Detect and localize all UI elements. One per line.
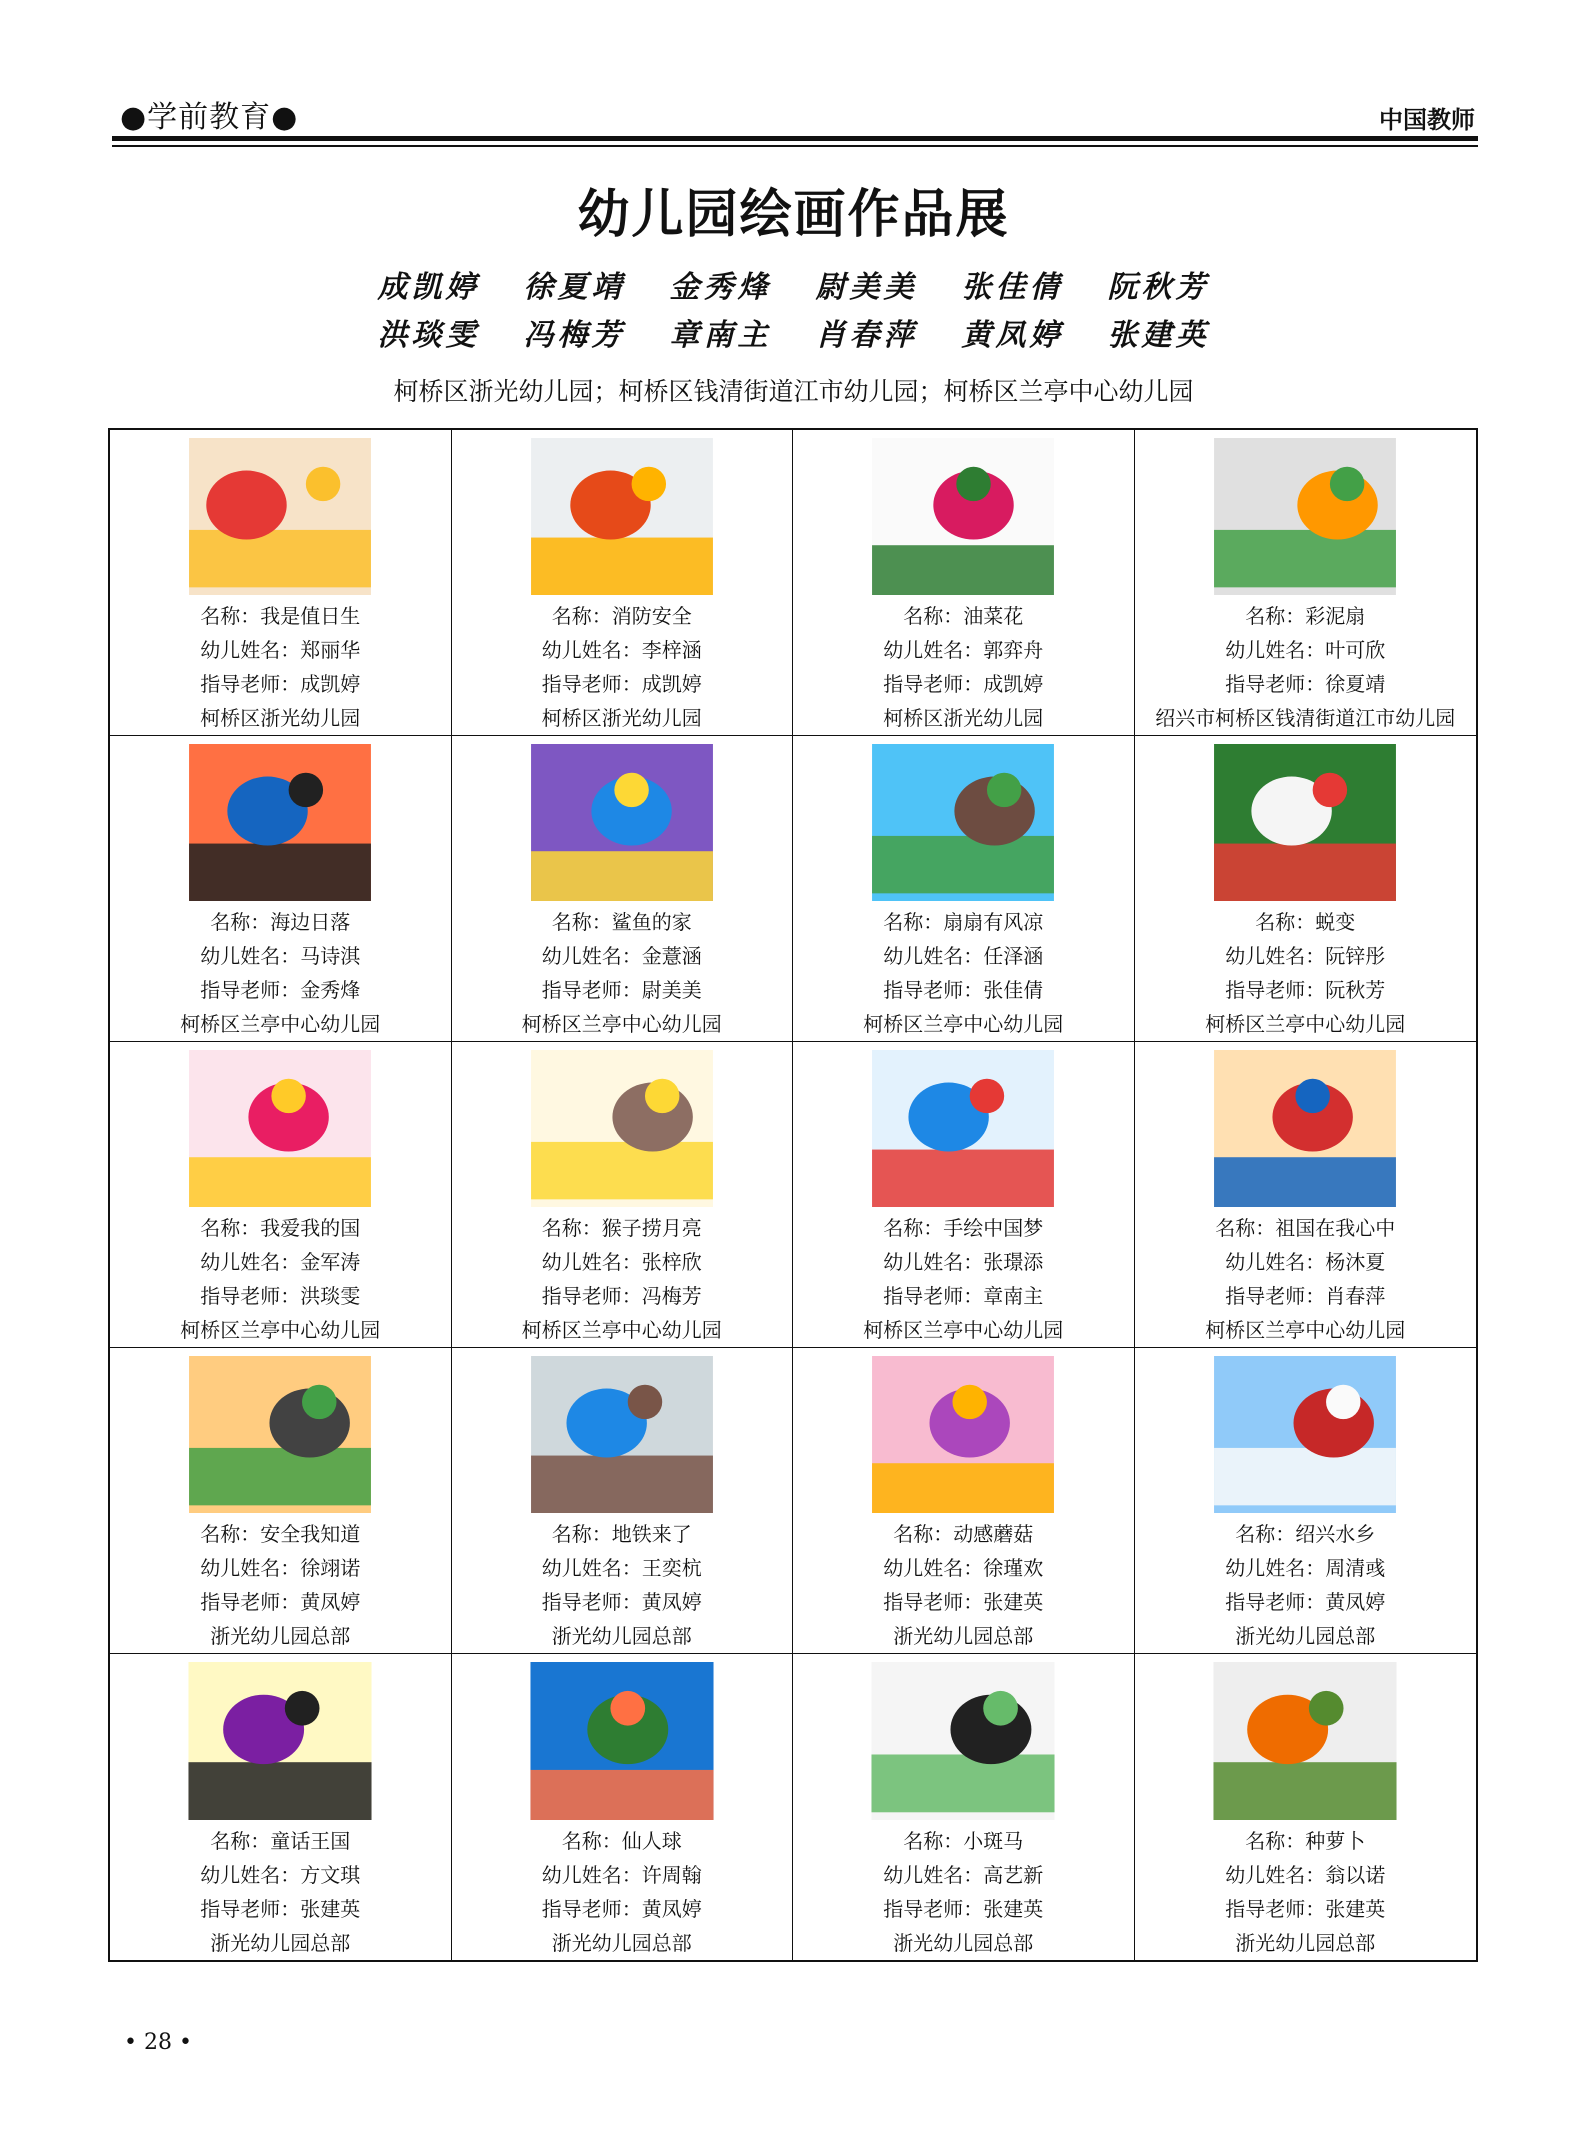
artwork-child: 幼儿姓名：金军涛: [200, 1250, 361, 1274]
journal-name: 中国教师: [1379, 106, 1475, 134]
artwork-name: 名称：仙人球: [561, 1829, 682, 1853]
artwork-name: 名称：猴子捞月亮: [541, 1216, 702, 1240]
artwork-teacher: 指导老师：洪琰雯: [200, 1284, 361, 1308]
author-name: 张佳倩: [961, 270, 1064, 305]
artwork-cell: [452, 430, 794, 736]
artwork-image: [185, 744, 375, 901]
artwork-child: 幼儿姓名：任泽涵: [883, 944, 1044, 968]
authors-row-1: [0, 262, 1587, 306]
artwork-teacher: 指导老师：张建英: [1225, 1897, 1386, 1921]
author-name: 张建英: [1107, 318, 1210, 353]
artwork-child: 幼儿姓名：许周翰: [541, 1863, 702, 1887]
artwork-cell: [793, 1654, 1135, 1960]
artwork-image: [185, 1356, 375, 1513]
artwork-name: 名称：海边日落: [210, 910, 351, 934]
page-number: • 28 •: [124, 2030, 192, 2055]
header-rule-thick: [112, 136, 1478, 141]
author-name: 肖春萍: [815, 318, 918, 353]
artwork-teacher: 指导老师：黄凤婷: [541, 1590, 702, 1614]
artwork-name: 名称：小斑马: [903, 1829, 1024, 1853]
artwork-image: [185, 1662, 375, 1820]
artwork-child: 幼儿姓名：张梓欣: [541, 1250, 702, 1274]
artwork-image: [868, 1050, 1058, 1207]
artwork-school: 柯桥区浙光幼儿园: [541, 706, 702, 730]
author-name: 黄凤婷: [961, 318, 1064, 353]
artwork-child: 幼儿姓名：叶可欣: [1225, 638, 1386, 662]
article-title: 幼儿园绘画作品展: [577, 185, 1010, 245]
artwork-image: [1210, 438, 1400, 595]
artwork-teacher: 指导老师：阮秋芳: [1225, 978, 1386, 1002]
artwork-name: 名称：地铁来了: [551, 1522, 692, 1546]
author-name: 洪琰雯: [377, 318, 480, 353]
artwork-image: [527, 438, 717, 595]
artwork-image: [1210, 1050, 1400, 1207]
artwork-child: 幼儿姓名：马诗淇: [200, 944, 361, 968]
artwork-cell: [793, 430, 1135, 736]
artwork-cell: [1135, 736, 1477, 1042]
artwork-teacher: 指导老师：黄凤婷: [200, 1590, 361, 1614]
artwork-name: 名称：祖国在我心中: [1215, 1216, 1396, 1240]
artwork-school: 绍兴市柯桥区钱清街道江市幼儿园: [1155, 706, 1456, 730]
artwork-image: [1210, 1662, 1400, 1820]
artwork-teacher: 指导老师：徐夏靖: [1225, 672, 1386, 696]
artwork-school: 浙光幼儿园总部: [1235, 1624, 1376, 1648]
artwork-cell: [110, 1042, 452, 1348]
artwork-cell: [793, 736, 1135, 1042]
artwork-name: 名称：彩泥扇: [1245, 604, 1366, 628]
artwork-school: 浙光幼儿园总部: [893, 1931, 1034, 1955]
artwork-name: 名称：种萝卜: [1245, 1829, 1366, 1853]
artwork-child: 幼儿姓名：张璟添: [883, 1250, 1044, 1274]
author-name: 阮秋芳: [1107, 270, 1210, 305]
artwork-image: [868, 438, 1058, 595]
artwork-teacher: 指导老师：肖春萍: [1225, 1284, 1386, 1308]
artwork-cell: [452, 736, 794, 1042]
artwork-grid: [108, 428, 1478, 1962]
artwork-name: 名称：鲨鱼的家: [551, 910, 692, 934]
artwork-name: 名称：安全我知道: [200, 1522, 361, 1546]
artwork-teacher: 指导老师：尉美美: [541, 978, 702, 1002]
artwork-name: 名称：消防安全: [551, 604, 692, 628]
artwork-child: 幼儿姓名：高艺新: [883, 1863, 1044, 1887]
artwork-cell: [110, 1348, 452, 1654]
artwork-image: [1210, 744, 1400, 901]
affiliations: 柯桥区浙光幼儿园；柯桥区钱清街道江市幼儿园；柯桥区兰亭中心幼儿园: [393, 377, 1194, 406]
artwork-name: 名称：油菜花: [903, 604, 1024, 628]
artwork-name: 名称：我爱我的国: [200, 1216, 361, 1240]
artwork-child: 幼儿姓名：徐瑾欢: [883, 1556, 1044, 1580]
artwork-teacher: 指导老师：成凯婷: [541, 672, 702, 696]
artwork-school: 柯桥区兰亭中心幼儿园: [863, 1012, 1064, 1036]
artwork-teacher: 指导老师：张建英: [883, 1897, 1044, 1921]
artwork-child: 幼儿姓名：方文琪: [200, 1863, 361, 1887]
artwork-name: 名称：蜕变: [1255, 910, 1356, 934]
author-name: 冯梅芳: [523, 318, 626, 353]
artwork-school: 柯桥区兰亭中心幼儿园: [180, 1318, 381, 1342]
author-name: 尉美美: [815, 270, 918, 305]
authors-row-2: [0, 310, 1587, 354]
artwork-school: 浙光幼儿园总部: [551, 1931, 692, 1955]
artwork-school: 浙光幼儿园总部: [551, 1624, 692, 1648]
artwork-school: 浙光幼儿园总部: [210, 1624, 351, 1648]
artwork-school: 柯桥区浙光幼儿园: [200, 706, 361, 730]
artwork-school: 柯桥区浙光幼儿园: [883, 706, 1044, 730]
artwork-teacher: 指导老师：章南主: [883, 1284, 1044, 1308]
artwork-name: 名称：动感蘑菇: [893, 1522, 1034, 1546]
artwork-school: 浙光幼儿园总部: [1235, 1931, 1376, 1955]
artwork-school: 浙光幼儿园总部: [893, 1624, 1034, 1648]
artwork-cell: [452, 1348, 794, 1654]
artwork-name: 名称：扇扇有风凉: [883, 910, 1044, 934]
artwork-teacher: 指导老师：张建英: [883, 1590, 1044, 1614]
artwork-cell: [1135, 1348, 1477, 1654]
author-name: 金秀烽: [669, 270, 772, 305]
artwork-name: 名称：童话王国: [210, 1829, 351, 1853]
author-name: 成凯婷: [377, 270, 480, 305]
artwork-teacher: 指导老师：成凯婷: [200, 672, 361, 696]
artwork-image: [185, 438, 375, 595]
artwork-school: 柯桥区兰亭中心幼儿园: [1205, 1012, 1406, 1036]
artwork-school: 柯桥区兰亭中心幼儿园: [521, 1318, 722, 1342]
artwork-teacher: 指导老师：张佳倩: [883, 978, 1044, 1002]
artwork-child: 幼儿姓名：徐翊诺: [200, 1556, 361, 1580]
artwork-child: 幼儿姓名：翁以诺: [1225, 1863, 1386, 1887]
artwork-cell: [793, 1348, 1135, 1654]
header-rule-thin: [112, 145, 1478, 147]
section-label: ●学前教育●: [120, 100, 299, 135]
artwork-school: 柯桥区兰亭中心幼儿园: [180, 1012, 381, 1036]
artwork-name: 名称：我是值日生: [200, 604, 361, 628]
artwork-image: [527, 744, 717, 901]
artwork-image: [185, 1050, 375, 1207]
artwork-school: 浙光幼儿园总部: [210, 1931, 351, 1955]
artwork-school: 柯桥区兰亭中心幼儿园: [521, 1012, 722, 1036]
artwork-image: [1210, 1356, 1400, 1513]
artwork-image: [527, 1662, 717, 1820]
artwork-teacher: 指导老师：冯梅芳: [541, 1284, 702, 1308]
artwork-teacher: 指导老师：黄凤婷: [1225, 1590, 1386, 1614]
artwork-teacher: 指导老师：黄凤婷: [541, 1897, 702, 1921]
artwork-image: [868, 1662, 1058, 1820]
artwork-name: 名称：绍兴水乡: [1235, 1522, 1376, 1546]
artwork-cell: [110, 736, 452, 1042]
author-name: 徐夏靖: [523, 270, 626, 305]
artwork-cell: [452, 1654, 794, 1960]
artwork-cell: [1135, 1042, 1477, 1348]
artwork-child: 幼儿姓名：周清彧: [1225, 1556, 1386, 1580]
artwork-child: 幼儿姓名：阮锌彤: [1225, 944, 1386, 968]
artwork-teacher: 指导老师：成凯婷: [883, 672, 1044, 696]
artwork-teacher: 指导老师：张建英: [200, 1897, 361, 1921]
artwork-child: 幼儿姓名：郭弈舟: [883, 638, 1044, 662]
artwork-cell: [1135, 430, 1477, 736]
artwork-image: [527, 1050, 717, 1207]
artwork-child: 幼儿姓名：郑丽华: [200, 638, 361, 662]
artwork-cell: [452, 1042, 794, 1348]
artwork-teacher: 指导老师：金秀烽: [200, 978, 361, 1002]
artwork-image: [527, 1356, 717, 1513]
author-name: 章南主: [669, 318, 772, 353]
artwork-child: 幼儿姓名：王奕杭: [541, 1556, 702, 1580]
artwork-child: 幼儿姓名：李梓涵: [541, 638, 702, 662]
artwork-name: 名称：手绘中国梦: [883, 1216, 1044, 1240]
artwork-cell: [110, 430, 452, 736]
artwork-cell: [110, 1654, 452, 1960]
artwork-image: [868, 1356, 1058, 1513]
artwork-school: 柯桥区兰亭中心幼儿园: [863, 1318, 1064, 1342]
artwork-school: 柯桥区兰亭中心幼儿园: [1205, 1318, 1406, 1342]
artwork-child: 幼儿姓名：金薏涵: [541, 944, 702, 968]
artwork-image: [868, 744, 1058, 901]
artwork-cell: [1135, 1654, 1477, 1960]
artwork-cell: [793, 1042, 1135, 1348]
artwork-child: 幼儿姓名：杨沐夏: [1225, 1250, 1386, 1274]
